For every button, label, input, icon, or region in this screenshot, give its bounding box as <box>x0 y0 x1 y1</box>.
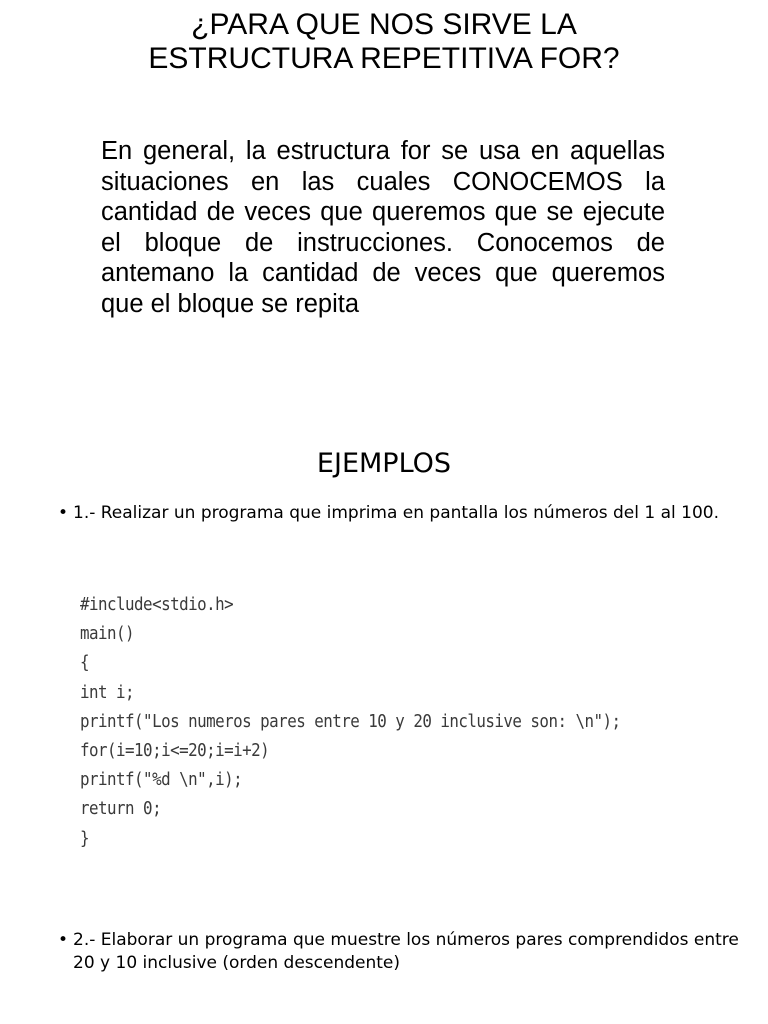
example-1-text: 1.- Realizar un programa que imprima en pantalla los números del 1 al 100. <box>73 503 719 523</box>
intro-paragraph: En general, la estructura for se usa en aquellas situaciones en las cuales CONOCEMOS la cantidad de veces que queremos que se ejecute el bloque de instrucciones. Conocemos de antemano la cantidad de veces que queremos que el bloque se repita <box>101 137 665 318</box>
code-line: for(i=10;i<=20;i=i+2) <box>80 740 270 762</box>
code-line: #include<stdio.h> <box>80 594 234 615</box>
code-line: printf("Los numeros pares entre 10 y 20 inclusive son: \n"); <box>80 710 621 732</box>
bullet-icon: • <box>58 930 69 950</box>
example-1-item <box>58 502 753 525</box>
title-line-1: ¿PARA QUE NOS SIRVE LA <box>191 8 577 41</box>
code-listing <box>80 590 621 853</box>
code-line: { <box>80 652 90 674</box>
bullet-icon: • <box>58 503 69 523</box>
example-2-text: 2.- Elaborar un programa que muestre los números pares comprendidos entre 20 y 10 inclusive (orden descendente) <box>73 930 739 973</box>
page-title <box>0 8 768 76</box>
code-line: int i; <box>80 681 135 703</box>
code-line: return 0; <box>80 798 162 820</box>
title-line-2: ESTRUCTURA REPETITIVA FOR? <box>148 42 620 75</box>
code-line: } <box>80 827 90 849</box>
example-2-item <box>58 929 753 975</box>
examples-heading: EJEMPLOS <box>316 448 452 479</box>
code-line: main() <box>80 623 135 645</box>
code-line: printf("%d \n",i); <box>80 769 243 791</box>
